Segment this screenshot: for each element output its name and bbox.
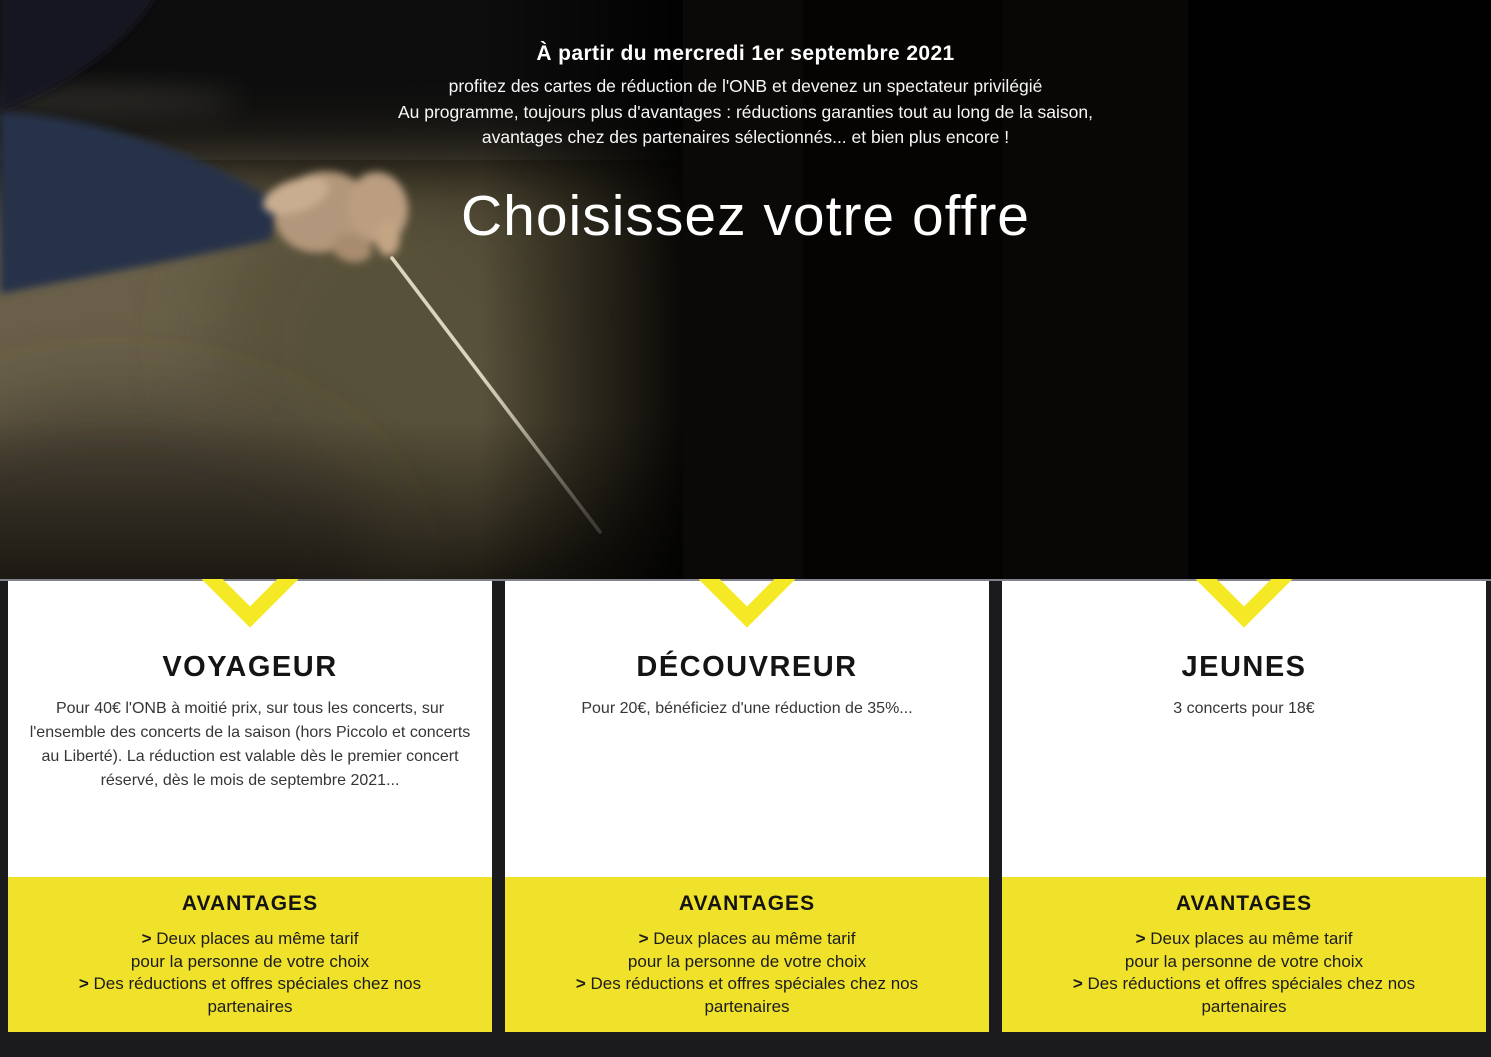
advantages-section <box>505 877 989 1032</box>
advantage-line: partenaires <box>207 996 293 1016</box>
card-main <box>505 581 989 877</box>
offer-card-jeunes[interactable] <box>1002 581 1486 1032</box>
advantages-title: AVANTAGES <box>181 892 319 915</box>
advantage-line: partenaires <box>704 996 790 1016</box>
advantage-line: pour la personne de votre choix <box>1124 951 1364 971</box>
page-title: Choisissez votre offre <box>460 184 1030 248</box>
hero-intro-line: profitez des cartes de réduction de l'ONB et devenez un spectateur privilégié <box>448 76 1043 96</box>
offer-card-voyageur[interactable] <box>8 581 492 1032</box>
advantage-line: > Des réductions et offres spéciales chez nos <box>575 974 919 993</box>
offer-name: JEUNES <box>1181 651 1307 683</box>
offer-name: VOYAGEUR <box>162 651 338 683</box>
advantage-line: partenaires <box>1201 996 1287 1016</box>
advantages-list <box>505 928 989 1018</box>
card-main <box>1002 581 1486 877</box>
hero-intro <box>0 42 1491 151</box>
advantage-line: > Deux places au même tarif <box>638 929 856 948</box>
advantage-line: > Des réductions et offres spéciales chez nos <box>1072 974 1416 993</box>
hero-intro-line: Au programme, toujours plus d'avantages : réductions garanties tout au long de la saison, <box>397 101 1093 122</box>
advantage-marker: > <box>638 929 649 948</box>
advantage-marker: > <box>1135 929 1146 948</box>
offer-cards-row <box>0 581 1491 1032</box>
advantage-line: pour la personne de votre choix <box>130 951 370 971</box>
hero-intro-bold: À partir du mercredi 1er septembre 2021 <box>536 42 955 65</box>
advantages-list <box>1002 928 1486 1018</box>
advantages-title: AVANTAGES <box>1175 892 1313 915</box>
advantage-line: > Des réductions et offres spéciales chez nos <box>78 974 422 993</box>
offer-card-decouvreur[interactable] <box>505 581 989 1032</box>
offer-name: DÉCOUVREUR <box>636 651 858 683</box>
advantage-marker: > <box>141 929 152 948</box>
advantage-marker: > <box>1072 974 1083 993</box>
offer-description: Pour 20€, bénéficiez d'une réduction de 35%... <box>581 700 913 717</box>
advantages-section <box>8 877 492 1032</box>
advantage-line: > Deux places au même tarif <box>1135 929 1353 948</box>
advantage-marker: > <box>78 974 89 993</box>
advantages-section <box>1002 877 1486 1032</box>
advantage-line: > Deux places au même tarif <box>141 929 359 948</box>
offer-description: 3 concerts pour 18€ <box>1173 700 1315 717</box>
offer-description: Pour 40€ l'ONB à moitié prix, sur tous les concerts, sur l'ensemble des concerts de la saison (hors Piccolo et concerts au Liberté). La réduction est valable dès le premier concert réservé, dès le mois de septembre 2021... <box>29 700 471 789</box>
advantage-line: pour la personne de votre choix <box>627 951 867 971</box>
advantages-list <box>8 928 492 1018</box>
hero-intro-line: avantages chez des partenaires sélectionnés... et bien plus encore ! <box>481 127 1010 147</box>
card-main <box>8 581 492 877</box>
advantages-title: AVANTAGES <box>678 892 816 915</box>
advantage-marker: > <box>575 974 586 993</box>
